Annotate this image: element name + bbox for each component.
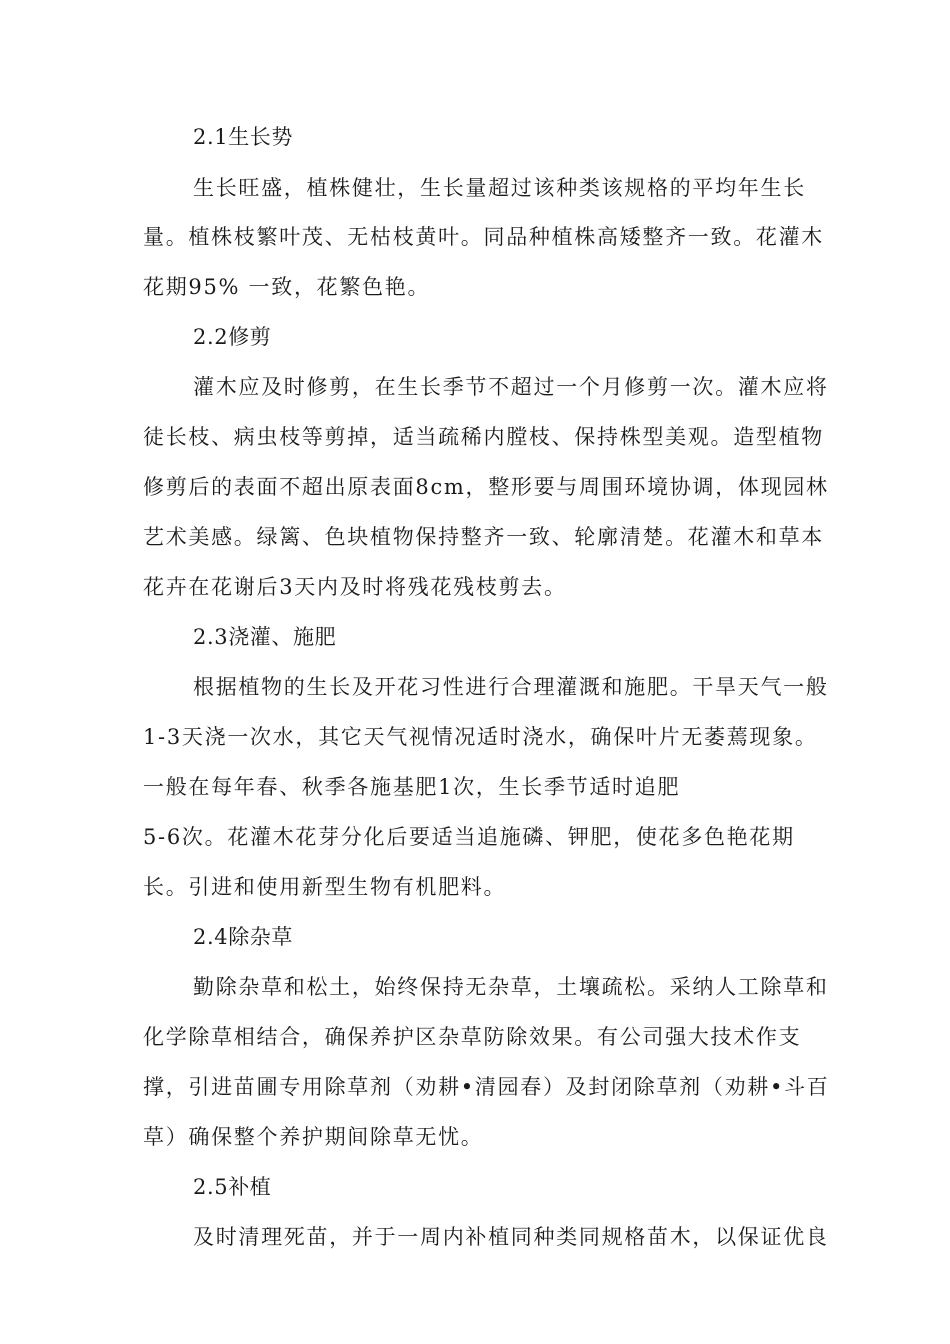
section-heading-watering: 2.3浇灌、施肥 xyxy=(193,625,337,649)
section-heading-pruning: 2.2修剪 xyxy=(193,325,272,349)
paragraph-line: 量。植株枝繁叶茂、无枯枝黄叶。同品种植株高矮整齐一致。花灌木 xyxy=(143,225,824,249)
paragraph-line: 艺术美感。绿篱、色块植物保持整齐一致、轮廓清楚。花灌木和草本 xyxy=(143,525,824,549)
paragraph-line: 灌木应及时修剪，在生长季节不超过一个月修剪一次。灌木应将 xyxy=(193,375,829,399)
paragraph-line: 草）确保整个养护期间除草无忧。 xyxy=(143,1125,484,1149)
section-heading-replanting: 2.5补植 xyxy=(193,1175,272,1199)
paragraph-line: 长。引进和使用新型生物有机肥料。 xyxy=(143,875,507,899)
paragraph-line: 5-6次。花灌木花芽分化后要适当追施磷、钾肥，使花多色艳花期 xyxy=(143,825,795,849)
paragraph-line: 花卉在花谢后3天内及时将残花残枝剪去。 xyxy=(143,575,567,599)
paragraph-line: 撑，引进苗圃专用除草剂（劝耕•清园春）及封闭除草剂（劝耕•斗百 xyxy=(143,1075,830,1099)
paragraph-line: 花期95% 一致，花繁色艳。 xyxy=(143,275,431,299)
paragraph-line: 生长旺盛，植株健壮，生长量超过该种类该规格的平均年生长 xyxy=(193,176,806,200)
paragraph-line: 勤除杂草和松土，始终保持无杂草，土壤疏松。采纳人工除草和 xyxy=(193,975,829,999)
paragraph-line: 一般在每年春、秋季各施基肥1次，生长季节适时追肥 xyxy=(143,775,681,799)
paragraph-line: 根据植物的生长及开花习性进行合理灌溉和施肥。干旱天气一般 xyxy=(193,675,829,699)
paragraph-line: 徒长枝、病虫枝等剪掉，适当疏稀内膛枝、保持株型美观。造型植物 xyxy=(143,425,824,449)
paragraph-line: 1-3天浇一次水，其它天气视情况适时浇水，确保叶片无萎蔫现象。 xyxy=(143,725,818,749)
section-heading-growth: 2.1生长势 xyxy=(193,125,293,149)
paragraph-line: 修剪后的表面不超出原表面8cm，整形要与周围环境协调，体现园林 xyxy=(143,475,829,499)
section-heading-weeding: 2.4除杂草 xyxy=(193,925,293,949)
paragraph-line: 化学除草相结合，确保养护区杂草防除效果。有公司强大技术作支 xyxy=(143,1025,802,1049)
paragraph-line: 及时清理死苗，并于一周内补植同种类同规格苗木，以保证优良 xyxy=(193,1225,829,1249)
